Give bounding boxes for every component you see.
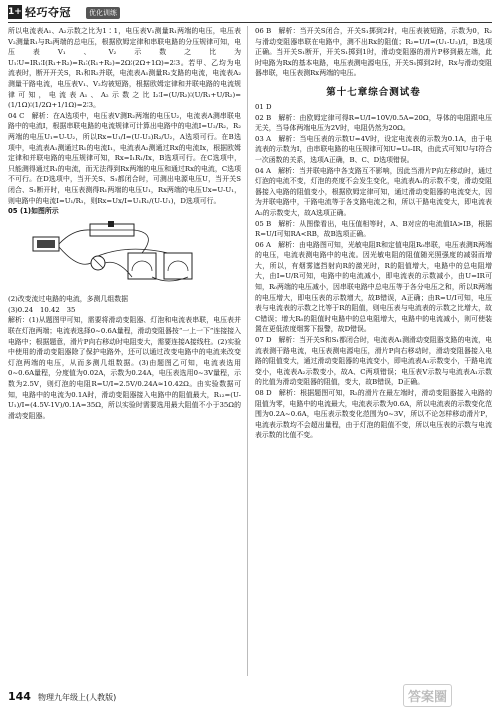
answer-05-heading: 05 (1)如图所示 <box>8 207 59 216</box>
answer-06: 06 B 解析：当开关S闭合，开关S₁掷到2时，电压表被短路，示数为0，R₂与滑动变阻器串联在电路中，测不出Rx的阻值；R₂=U/I=(U₁-U₂)/I，B选项正确。当开关S₁断开，开关S₁掷到1时，滑动变阻器的滑片P移到最左端，此时电路为Rx的基本电路，电压表测电源电压，开关S₁掷到2时，Rx与滑动变阻器串联，电压表测Rx两端的电压。 <box>255 27 492 78</box>
right-column <box>255 26 492 441</box>
left-column <box>8 26 241 421</box>
test-answer-02: 02 B 解析：由欧姆定律可得R=U/I=10V/0.5A=20Ω，导体的电阻跟电压无关，当导体两端电压为2V时，电阻仍然为20Ω。 <box>255 113 492 133</box>
test-answer-05: 05 B 解析：从图像看出，电压值相等时，A、B对应的电流值IA>IB，根据R=U/I可知RA<RB，故B选项正确。 <box>255 219 492 239</box>
answer-05-part3: (3)0.24 10.42 35 <box>8 305 76 314</box>
header-rule <box>8 22 492 23</box>
logo-badge: 优化训练 <box>86 7 120 19</box>
test-answer-06: 06 A 解析：由电路图可知，光敏电阻R和定值电阻R₀串联，电压表测R两端的电压，电流表测电路中的电流。因光敏电阻的阻值随光照强度的减弱而增大，所以，有烟雾遮挡射向R的激光时，R的阻值增大，电路中的总电阻增大，由I=U/R可知，电路中的电流减小，即电流表的示数减小，由U=IR可知，R₀两端的电压减小，因串联电路中总电压等于各分电压之和，所以R两端的电压增大，即电压表的示数增大，故B错误，A正确；由R=U/I可知，电压表与电流表的示数之比等于R的阻值，则电压表与电流表的示数之比增大，故C错误；增大R₀的阻值时电路中的总电阻增大，电路中的电流减小，则可使装置在更低浓度烟雾下报警，故D错误。 <box>255 240 492 334</box>
answer-04: 04 C 解析：在A选项中，电压表V测R₂两端的电压U₂，电流表A测串联电路中的电流I，根据串联电路的电流规律可计算出电路中的电流I=U₂/R₂，R₂两端的电压U₁=U-U₂，所以Rx=U₁/I=(U-U₂)R₂/U₂，A选项可行。在B选项中，电流表A₁测通过R₁的电流I₁，电流表A₂测通过Rx的电流Ix，根据欧姆定律和并联电路的电压规律可知，Rx=I₁R₁/Ix，B选项可行。在C选项中，只能测得通过R₁的电流，而无法得到Rx两端的电压和通过Rx的电流，C选项不可行。在D选项中，当开关S、S₁都闭合时，可测出电源电压U，当开关S闭合、S₁断开时，电压表测得R₁两端的电压U₁，Rx两端的电压Ux=U-U₁，则电路中的电流I=U₁/R₁，则Rx=Ux/I=U₁R₁/(U-U₁)，D选项可行。 <box>8 111 241 205</box>
logo-text: 轻巧夺冠 <box>25 6 71 19</box>
test-answer-04: 04 A 解析：当并联电路中各支路互不影响，因此当滑片P向左移动时，通过灯泡的电流不变，灯泡的亮度不会发生变化，电流表A₁的示数不变，滑动变阻器接入电路的阻值变小，根据欧姆定律可知，通过滑动变阻器的电流变大，因为并联电路中，干路电流等于各支路电流之和，所以干路电流变大，即电流表A₂的示数变大，故A选项正确。 <box>255 166 492 217</box>
test-answer-08: 08 D 解析：根据题图可知，R₂的滑片在最左端时，滑动变阻器接入电路的阻值为零，电路中的电流最大，电流表示数为0.6A，所以电流表的示数变化范围为0.2A~0.6A，电压表示数变化范围为0~3V，所以不论怎样移动滑片P，电流表示数均不会超出量程，由于灯泡的阻值不变，所以电压表的示数与电流表示数的比值不变。 <box>255 389 492 440</box>
test-answer-07: 07 D 解析：当开关S和S₁都闭合时，电流表A₁测滑动变阻器支路的电流，电流表测干路电流，电压表测电源电压，滑片P向右移动时，滑动变阻器接入电路的阻值变大，通过滑动变阻器的电流变小，即电流表A₁示数变小，干路电流变小，电流表A₂示数变小，故A、C两项错误；电压表V示数与电流表A₁示数的比值为滑动变阻器的阻值，变大，故B错误，D正确。 <box>255 336 492 387</box>
page-footer <box>8 690 492 704</box>
answer-05-part2: (2)改变流过电路的电流，多测几组数据 <box>8 295 129 304</box>
test-answer-03: 03 A 解析：当电压表的示数U=4V时，设定电流表的示数为0.1A，由于电流表的示数为I，由串联电路的电压规律可知U=U₀-IR，由此式可知U与I符合一次函数的关系，选项A正确，B、C、D选项错误。 <box>255 134 492 164</box>
book-title: 物理九年级上(人教版) <box>38 693 117 702</box>
circuit-diagram <box>28 219 198 289</box>
answer-paragraph: 所以电流表A₁、A₂示数之比为1∶1，电压表V₁测量R₁两端的电压，电压表V₂测量R₁与R₂两端的总电压，根据欧姆定律和串联电路的分压规律可知，电压表V₁、V₂示数之比为U₁∶U=IR₁∶I(R₁+R₂)=R₁∶(R₁+R₂)=2Ω∶(2Ω+1Ω)=2∶3。若甲、乙均为电流表时，断开开关S，R₁和R₂并联，电流表A₁测量R₂支路的电流，电流表A₂测量干路电流，电压表V₁、V₂均被短路，根据欧姆定律和并联电路的电流规律可知，电流表A₁、A₂示数之比I₂∶I=(U/R₂)∶(U/R₁+U/R₂)=(1/1Ω)∶(1/2Ω+1/1Ω)=2∶3。 <box>8 27 241 110</box>
watermark-logo: 答案圈 <box>403 684 452 707</box>
section-title: 第十七章综合测试卷 <box>326 86 421 98</box>
answer-05-explanation: 解析：(1)从题图甲可知，需要将滑动变阻器、灯泡和电流表串联，电压表并联在灯泡两端；电流表选择0~0.6A量程，滑动变阻器按“一上一下”连接接入电路中；根据题意，滑片P向右移动时电阻变大，需要连接A接线柱。(2)实验中使用的滑动变阻器除了保护电路外，还可以通过改变电路中的电流来改变灯泡两端的电压，从而多测几组数据。(3)由题图乙可知，电流表选用0~0.6A量程，分度值为0.02A，示数为0.24A，电压表选用0~3V量程，示数为2.5V，则灯泡的电阻R=U/I=2.5V/0.24A≈10.42Ω。由实验数据可知，电路中的电流为0.1A时，滑动变阻器接入电路中的阻值最大，R₁₂=(U-U₁)/I=(4.5V-1V)/0.1A=35Ω，所以实验时需要选用最大阻值不小于35Ω的滑动变阻器。 <box>8 316 241 420</box>
logo-icon: 1+1 <box>8 7 29 17</box>
page-number: 144 <box>8 690 31 703</box>
test-answer-01: 01 D <box>255 102 272 111</box>
column-divider <box>247 26 248 676</box>
page-header <box>8 4 492 22</box>
